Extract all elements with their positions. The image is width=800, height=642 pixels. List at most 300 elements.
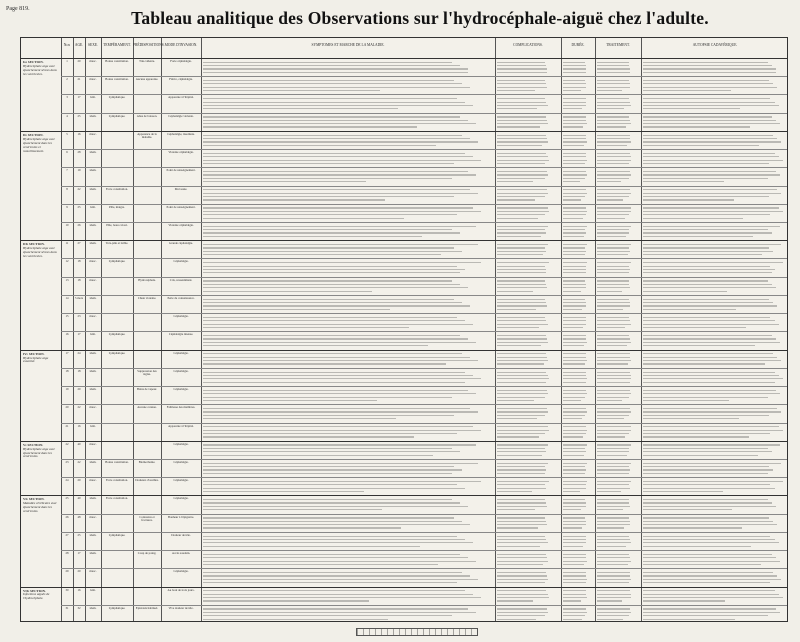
text-line — [597, 226, 631, 227]
section-label — [23, 498, 61, 514]
text-line — [497, 335, 546, 336]
text-block — [203, 606, 493, 621]
table-cell: 16 — [65, 333, 69, 337]
text-line — [497, 466, 545, 467]
text-line — [597, 509, 623, 510]
text-line — [643, 327, 746, 328]
text-line — [203, 65, 460, 66]
text-line — [497, 284, 546, 285]
section-description: Hydrocéphale aigu avec épanchement séreux dans les ventricules. — [23, 246, 57, 258]
table-cell: idem. — [89, 460, 97, 464]
text-block — [643, 388, 787, 403]
text-line — [203, 291, 372, 292]
text-line — [203, 98, 457, 99]
text-line — [597, 65, 629, 66]
text-line — [497, 269, 546, 270]
table-cell: idem. — [89, 187, 97, 191]
text-line — [203, 302, 462, 303]
text-line — [497, 473, 545, 474]
text-line — [563, 287, 586, 288]
text-line — [203, 207, 473, 208]
text-line — [563, 619, 582, 620]
text-line — [643, 135, 773, 136]
text-line — [497, 597, 549, 598]
column-rule — [595, 38, 596, 621]
section-label — [23, 61, 61, 77]
text-block — [563, 260, 593, 275]
text-line — [597, 546, 626, 547]
text-line — [643, 324, 779, 325]
text-line — [597, 418, 624, 419]
text-block — [203, 242, 493, 257]
text-line — [563, 145, 584, 146]
text-block — [643, 369, 787, 384]
text-line — [597, 178, 629, 179]
text-line — [643, 546, 751, 547]
text-line — [497, 393, 548, 394]
text-line — [563, 415, 585, 416]
text-line — [563, 193, 587, 194]
text-line — [643, 98, 770, 99]
text-line — [497, 280, 545, 281]
text-line — [203, 353, 462, 354]
text-block — [497, 205, 559, 220]
text-line — [203, 499, 452, 500]
text-line — [563, 393, 587, 394]
text-block — [597, 552, 639, 567]
text-block — [643, 224, 787, 239]
text-line — [597, 411, 631, 412]
text-line — [203, 196, 454, 197]
table-cell: 16 — [77, 132, 81, 136]
text-line — [203, 372, 465, 373]
text-line — [597, 280, 629, 281]
table-cell: 18 — [77, 278, 81, 282]
text-line — [597, 272, 629, 273]
section-number: VIIe SECTION. — [23, 588, 46, 593]
text-line — [643, 102, 775, 103]
text-line — [203, 254, 441, 255]
table-cell: 12 — [65, 260, 69, 264]
table-cell: Point de renseignement. — [166, 205, 196, 209]
text-block — [643, 205, 787, 220]
section-number: VIe SECTION. — [23, 497, 45, 502]
text-line — [203, 280, 452, 281]
table-cell: Lymphatique. — [108, 333, 126, 337]
table-cell: 18 — [77, 260, 81, 264]
text-block — [203, 187, 493, 202]
text-line — [203, 400, 377, 401]
text-line — [563, 561, 587, 562]
table-cell: Biomechanie. — [138, 460, 156, 464]
text-line — [643, 181, 724, 182]
table-cell: 5 mois — [74, 296, 84, 300]
text-line — [597, 247, 629, 248]
text-line — [597, 80, 629, 81]
text-line — [597, 426, 631, 427]
table-cell: Grande céphalalgie. — [169, 242, 193, 246]
table-cell: Accès soudain. — [171, 552, 191, 556]
text-line — [597, 481, 631, 482]
text-line — [497, 378, 549, 379]
text-block — [497, 388, 559, 403]
text-line — [643, 123, 780, 124]
text-line — [563, 83, 586, 84]
text-block — [597, 515, 639, 530]
text-block — [643, 151, 787, 166]
section-description: Hydrocéphale aigu essentiel. — [23, 355, 49, 364]
text-block — [563, 242, 593, 257]
text-line — [203, 557, 468, 558]
text-line — [563, 608, 586, 609]
text-line — [597, 141, 631, 142]
text-line — [643, 105, 779, 106]
text-line — [643, 72, 776, 73]
table-cell: 7 — [66, 169, 68, 173]
text-line — [497, 83, 546, 84]
table-cell: Violente céphalalgie. — [168, 151, 194, 155]
text-line — [497, 382, 546, 383]
text-line — [643, 291, 727, 292]
text-block — [203, 78, 493, 93]
table-cell: Mal saute. — [174, 187, 188, 191]
text-line — [497, 590, 546, 591]
text-block — [563, 588, 593, 603]
text-line — [203, 546, 420, 547]
text-line — [563, 135, 586, 136]
text-block — [203, 369, 493, 384]
scale-bar — [356, 628, 478, 636]
text-line — [563, 451, 586, 452]
table-cell: Coup de poing. — [137, 552, 157, 556]
text-line — [643, 481, 783, 482]
text-line — [497, 542, 548, 543]
text-block — [203, 552, 493, 567]
text-line — [203, 105, 473, 106]
text-line — [497, 502, 546, 503]
text-line — [643, 189, 777, 190]
text-line — [643, 299, 769, 300]
text-line — [643, 575, 777, 576]
table-cell: 22 — [77, 406, 81, 410]
text-line — [203, 608, 468, 609]
text-line — [563, 463, 587, 464]
text-line — [497, 430, 549, 431]
text-line — [203, 214, 457, 215]
table-cell: Abus de boisson. — [136, 114, 158, 118]
text-line — [563, 499, 585, 500]
text-line — [497, 105, 548, 106]
text-line — [643, 160, 783, 161]
table-cell: 4 — [66, 114, 68, 118]
text-line — [563, 411, 587, 412]
table-cell: Lymphatique. — [108, 260, 126, 264]
text-line — [563, 305, 586, 306]
text-line — [597, 108, 624, 109]
table-cell: Cris, ressentiment. — [169, 278, 193, 282]
text-line — [643, 226, 780, 227]
text-line — [563, 521, 586, 522]
text-line — [497, 390, 547, 391]
text-block — [643, 260, 787, 275]
text-line — [497, 499, 545, 500]
text-line — [597, 153, 630, 154]
text-line — [597, 196, 629, 197]
text-block — [643, 187, 787, 202]
table-cell: idem. — [89, 497, 97, 501]
table-cell: Céphalalgie. — [173, 479, 189, 483]
table-cell: Céphalalgie. — [173, 315, 189, 319]
text-line — [643, 463, 781, 464]
text-block — [597, 151, 639, 166]
text-line — [497, 594, 548, 595]
text-block — [203, 588, 493, 603]
text-line — [203, 327, 409, 328]
text-line — [497, 309, 536, 310]
text-block — [643, 570, 787, 585]
text-line — [597, 68, 630, 69]
text-line — [643, 393, 780, 394]
text-line — [597, 145, 627, 146]
text-block — [203, 497, 493, 512]
text-block — [203, 570, 493, 585]
table-cell: 20 — [77, 60, 81, 63]
text-line — [497, 608, 547, 609]
text-line — [597, 266, 629, 267]
text-block — [597, 60, 639, 75]
text-line — [643, 554, 772, 555]
text-line — [643, 229, 768, 230]
text-line — [203, 463, 478, 464]
text-line — [643, 557, 776, 558]
text-line — [563, 400, 581, 401]
text-line — [497, 375, 548, 376]
text-line — [203, 120, 468, 121]
table-cell: 21 — [65, 424, 69, 428]
text-line — [203, 473, 452, 474]
text-line — [203, 448, 452, 449]
text-line — [563, 214, 586, 215]
text-line — [643, 65, 772, 66]
table-cell: Très-vidente. — [139, 60, 155, 63]
table-cell: Céphalalgie. — [173, 388, 189, 392]
text-line — [563, 327, 583, 328]
text-line — [597, 287, 630, 288]
table-cell: idem. — [89, 351, 97, 355]
text-line — [643, 509, 732, 510]
text-block — [643, 169, 787, 184]
table-cell: Épistaxis habituel. — [135, 606, 159, 610]
text-line — [643, 363, 765, 364]
text-block — [643, 533, 787, 548]
text-block — [497, 132, 559, 147]
text-line — [497, 444, 548, 445]
text-block — [497, 570, 559, 585]
text-line — [203, 324, 473, 325]
text-line — [643, 153, 775, 154]
text-block — [563, 224, 593, 239]
text-line — [643, 317, 770, 318]
text-line — [203, 357, 470, 358]
text-block — [497, 187, 559, 202]
text-line — [563, 363, 585, 364]
text-line — [643, 305, 777, 306]
text-line — [563, 266, 586, 267]
text-line — [497, 244, 548, 245]
text-line — [203, 102, 465, 103]
text-line — [643, 284, 772, 285]
table-cell: 25 — [77, 114, 81, 118]
text-line — [597, 251, 630, 252]
column-header: SEXE. — [88, 43, 98, 47]
table-cell: 9 — [66, 205, 68, 209]
table-cell: masc. — [89, 260, 97, 264]
text-line — [497, 539, 546, 540]
text-line — [643, 469, 773, 470]
text-block — [597, 169, 639, 184]
text-line — [597, 542, 631, 543]
text-line — [643, 433, 770, 434]
text-line — [597, 444, 631, 445]
text-line — [497, 68, 547, 69]
text-line — [643, 397, 768, 398]
text-line — [497, 291, 533, 292]
table-cell: 18 — [65, 369, 69, 373]
text-block — [203, 515, 493, 530]
text-block — [563, 424, 593, 439]
table-cell: fém. — [90, 205, 96, 209]
text-block — [563, 278, 593, 293]
text-line — [203, 211, 481, 212]
text-line — [597, 83, 630, 84]
text-line — [597, 126, 626, 127]
text-line — [497, 193, 548, 194]
text-line — [597, 299, 629, 300]
text-line — [597, 232, 629, 233]
text-line — [597, 382, 630, 383]
table-cell: 20 — [65, 406, 69, 410]
text-line — [203, 561, 476, 562]
text-line — [563, 481, 587, 482]
text-line — [203, 342, 476, 343]
text-line — [643, 262, 783, 263]
text-block — [563, 315, 593, 330]
text-line — [563, 597, 587, 598]
text-line — [497, 98, 545, 99]
text-block — [497, 315, 559, 330]
table-cell: Céphalalgie, insomnie. — [167, 132, 195, 136]
text-line — [643, 83, 773, 84]
text-line — [563, 138, 586, 139]
text-line — [203, 382, 465, 383]
table-cell: Pâle, beau coloré. — [106, 224, 128, 228]
text-line — [643, 335, 772, 336]
text-line — [563, 108, 582, 109]
text-line — [643, 594, 779, 595]
text-line — [497, 546, 540, 547]
text-block — [203, 424, 493, 439]
text-line — [497, 320, 546, 321]
text-line — [643, 502, 772, 503]
text-line — [643, 418, 739, 419]
table-cell: Bonne constitution. — [105, 60, 129, 63]
text-line — [597, 320, 630, 321]
text-line — [203, 62, 452, 63]
section-number: IIIe SECTION. — [23, 242, 45, 247]
text-line — [563, 254, 585, 255]
table-cell: masc. — [89, 442, 97, 446]
table-cell: Lymphatique. — [108, 351, 126, 355]
text-line — [497, 287, 547, 288]
table-cell: Douleurs d'oreilles. — [135, 479, 159, 483]
text-line — [497, 521, 546, 522]
text-block — [597, 96, 639, 111]
text-line — [643, 390, 776, 391]
table-cell: Point de renseignement. — [166, 169, 196, 173]
text-line — [203, 426, 473, 427]
text-line — [597, 488, 630, 489]
text-line — [563, 353, 586, 354]
text-line — [203, 393, 476, 394]
text-line — [203, 305, 470, 306]
table-cell: 8 — [66, 187, 68, 191]
column-rule — [201, 38, 202, 621]
text-line — [563, 335, 586, 336]
table-cell: idem. — [89, 606, 97, 610]
table-cell: Aucune apparente. — [135, 78, 159, 82]
table-cell: idem. — [89, 388, 97, 392]
text-line — [643, 400, 729, 401]
text-line — [643, 506, 776, 507]
text-line — [497, 123, 548, 124]
text-line — [497, 226, 548, 227]
text-line — [497, 135, 546, 136]
text-line — [563, 517, 585, 518]
text-line — [643, 436, 749, 437]
table-cell: 40 — [77, 497, 81, 501]
text-line — [643, 524, 777, 525]
text-block — [643, 497, 787, 512]
text-line — [203, 83, 462, 84]
section-number: IIe SECTION. — [23, 132, 44, 137]
text-block — [497, 533, 559, 548]
text-line — [497, 266, 545, 267]
text-line — [497, 345, 541, 346]
section-description: Hydrocéphale aigu avec épanchement dans les ventricules et ramollissement. — [23, 136, 56, 153]
text-block — [203, 151, 493, 166]
text-line — [597, 207, 631, 208]
text-line — [563, 291, 581, 292]
text-block — [597, 224, 639, 239]
table-cell: masc. — [89, 570, 97, 574]
table-cell: masc. — [89, 479, 97, 483]
text-line — [203, 284, 460, 285]
text-line — [597, 244, 631, 245]
table-cell: fém. — [90, 424, 96, 428]
text-line — [563, 299, 585, 300]
table-cell: Hydrocéphale. — [138, 278, 156, 282]
text-line — [203, 554, 460, 555]
text-block — [597, 570, 639, 585]
text-line — [563, 244, 587, 245]
text-line — [563, 527, 582, 528]
text-block — [563, 205, 593, 220]
text-line — [563, 269, 586, 270]
text-line — [203, 163, 454, 164]
text-line — [597, 327, 625, 328]
table-cell: 19 — [65, 388, 69, 392]
table-cell: Céphalalgie. — [173, 460, 189, 464]
